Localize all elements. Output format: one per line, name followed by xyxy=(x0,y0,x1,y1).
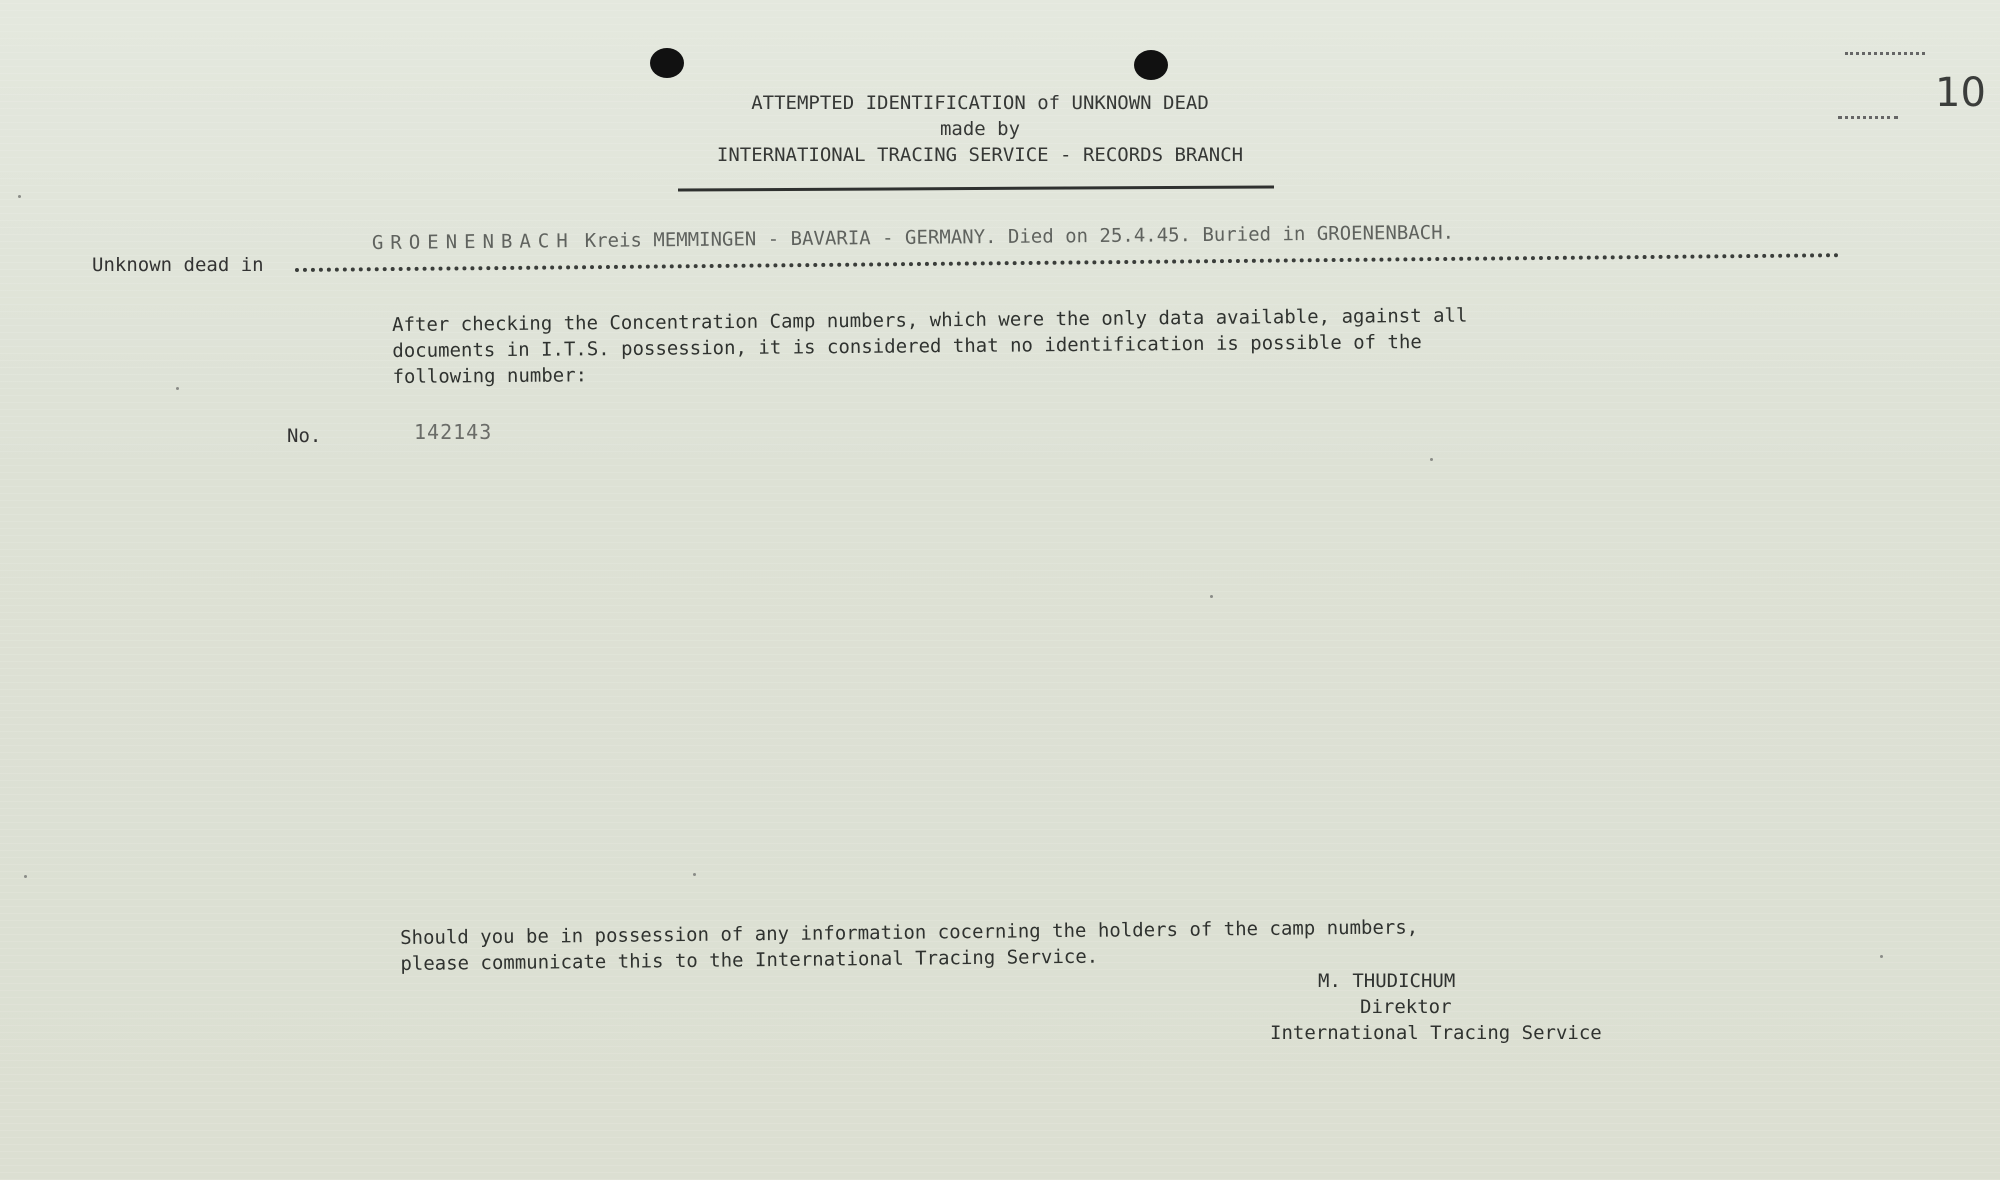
unknown-dead-label: Unknown dead in xyxy=(92,254,264,276)
identification-statement: After checking the Concentration Camp numbers, which were the only data available, against all documents in I.T.S. possession, it is considered that no identification is possible of the following number: xyxy=(392,304,1468,388)
document-header xyxy=(660,90,1300,168)
paper-speck xyxy=(18,195,21,198)
header-subtitle: made by xyxy=(939,118,1021,140)
header-organization: INTERNATIONAL TRACING SERVICE - RECORDS BRANCH xyxy=(716,144,1244,166)
town-name: GROENENBACH xyxy=(371,230,575,254)
signature-block xyxy=(1260,968,1660,1046)
punch-hole-left xyxy=(650,48,684,78)
corner-mark xyxy=(1838,116,1898,119)
paper-speck xyxy=(1880,955,1883,958)
header-title: ATTEMPTED IDENTIFICATION of UNKNOWN DEAD xyxy=(751,92,1209,114)
signatory-title: Direktor xyxy=(1360,996,1452,1018)
burial-details: Kreis MEMMINGEN - BAVARIA - GERMANY. Died on 25.4.45. Buried in GROENENBACH. xyxy=(584,221,1455,252)
page-number: 10 xyxy=(1935,70,1986,116)
signatory-organization: International Tracing Service xyxy=(1270,1022,1602,1044)
signatory-name: M. THUDICHUM xyxy=(1318,970,1456,992)
number-label: No. xyxy=(287,425,322,447)
paper-speck xyxy=(693,873,696,876)
punch-hole-right xyxy=(1134,50,1168,80)
paper-speck xyxy=(176,387,179,390)
corner-mark xyxy=(1845,52,1925,55)
closing-request: Should you be in possession of any information cocerning the holders of the camp numbers, please communicate this to the International Tracing Service. xyxy=(400,916,1419,975)
header-divider xyxy=(678,185,1274,191)
paper-speck xyxy=(1430,458,1433,461)
camp-number: 142143 xyxy=(414,420,493,444)
paper-speck xyxy=(1210,595,1213,598)
paper-speck xyxy=(24,875,27,878)
